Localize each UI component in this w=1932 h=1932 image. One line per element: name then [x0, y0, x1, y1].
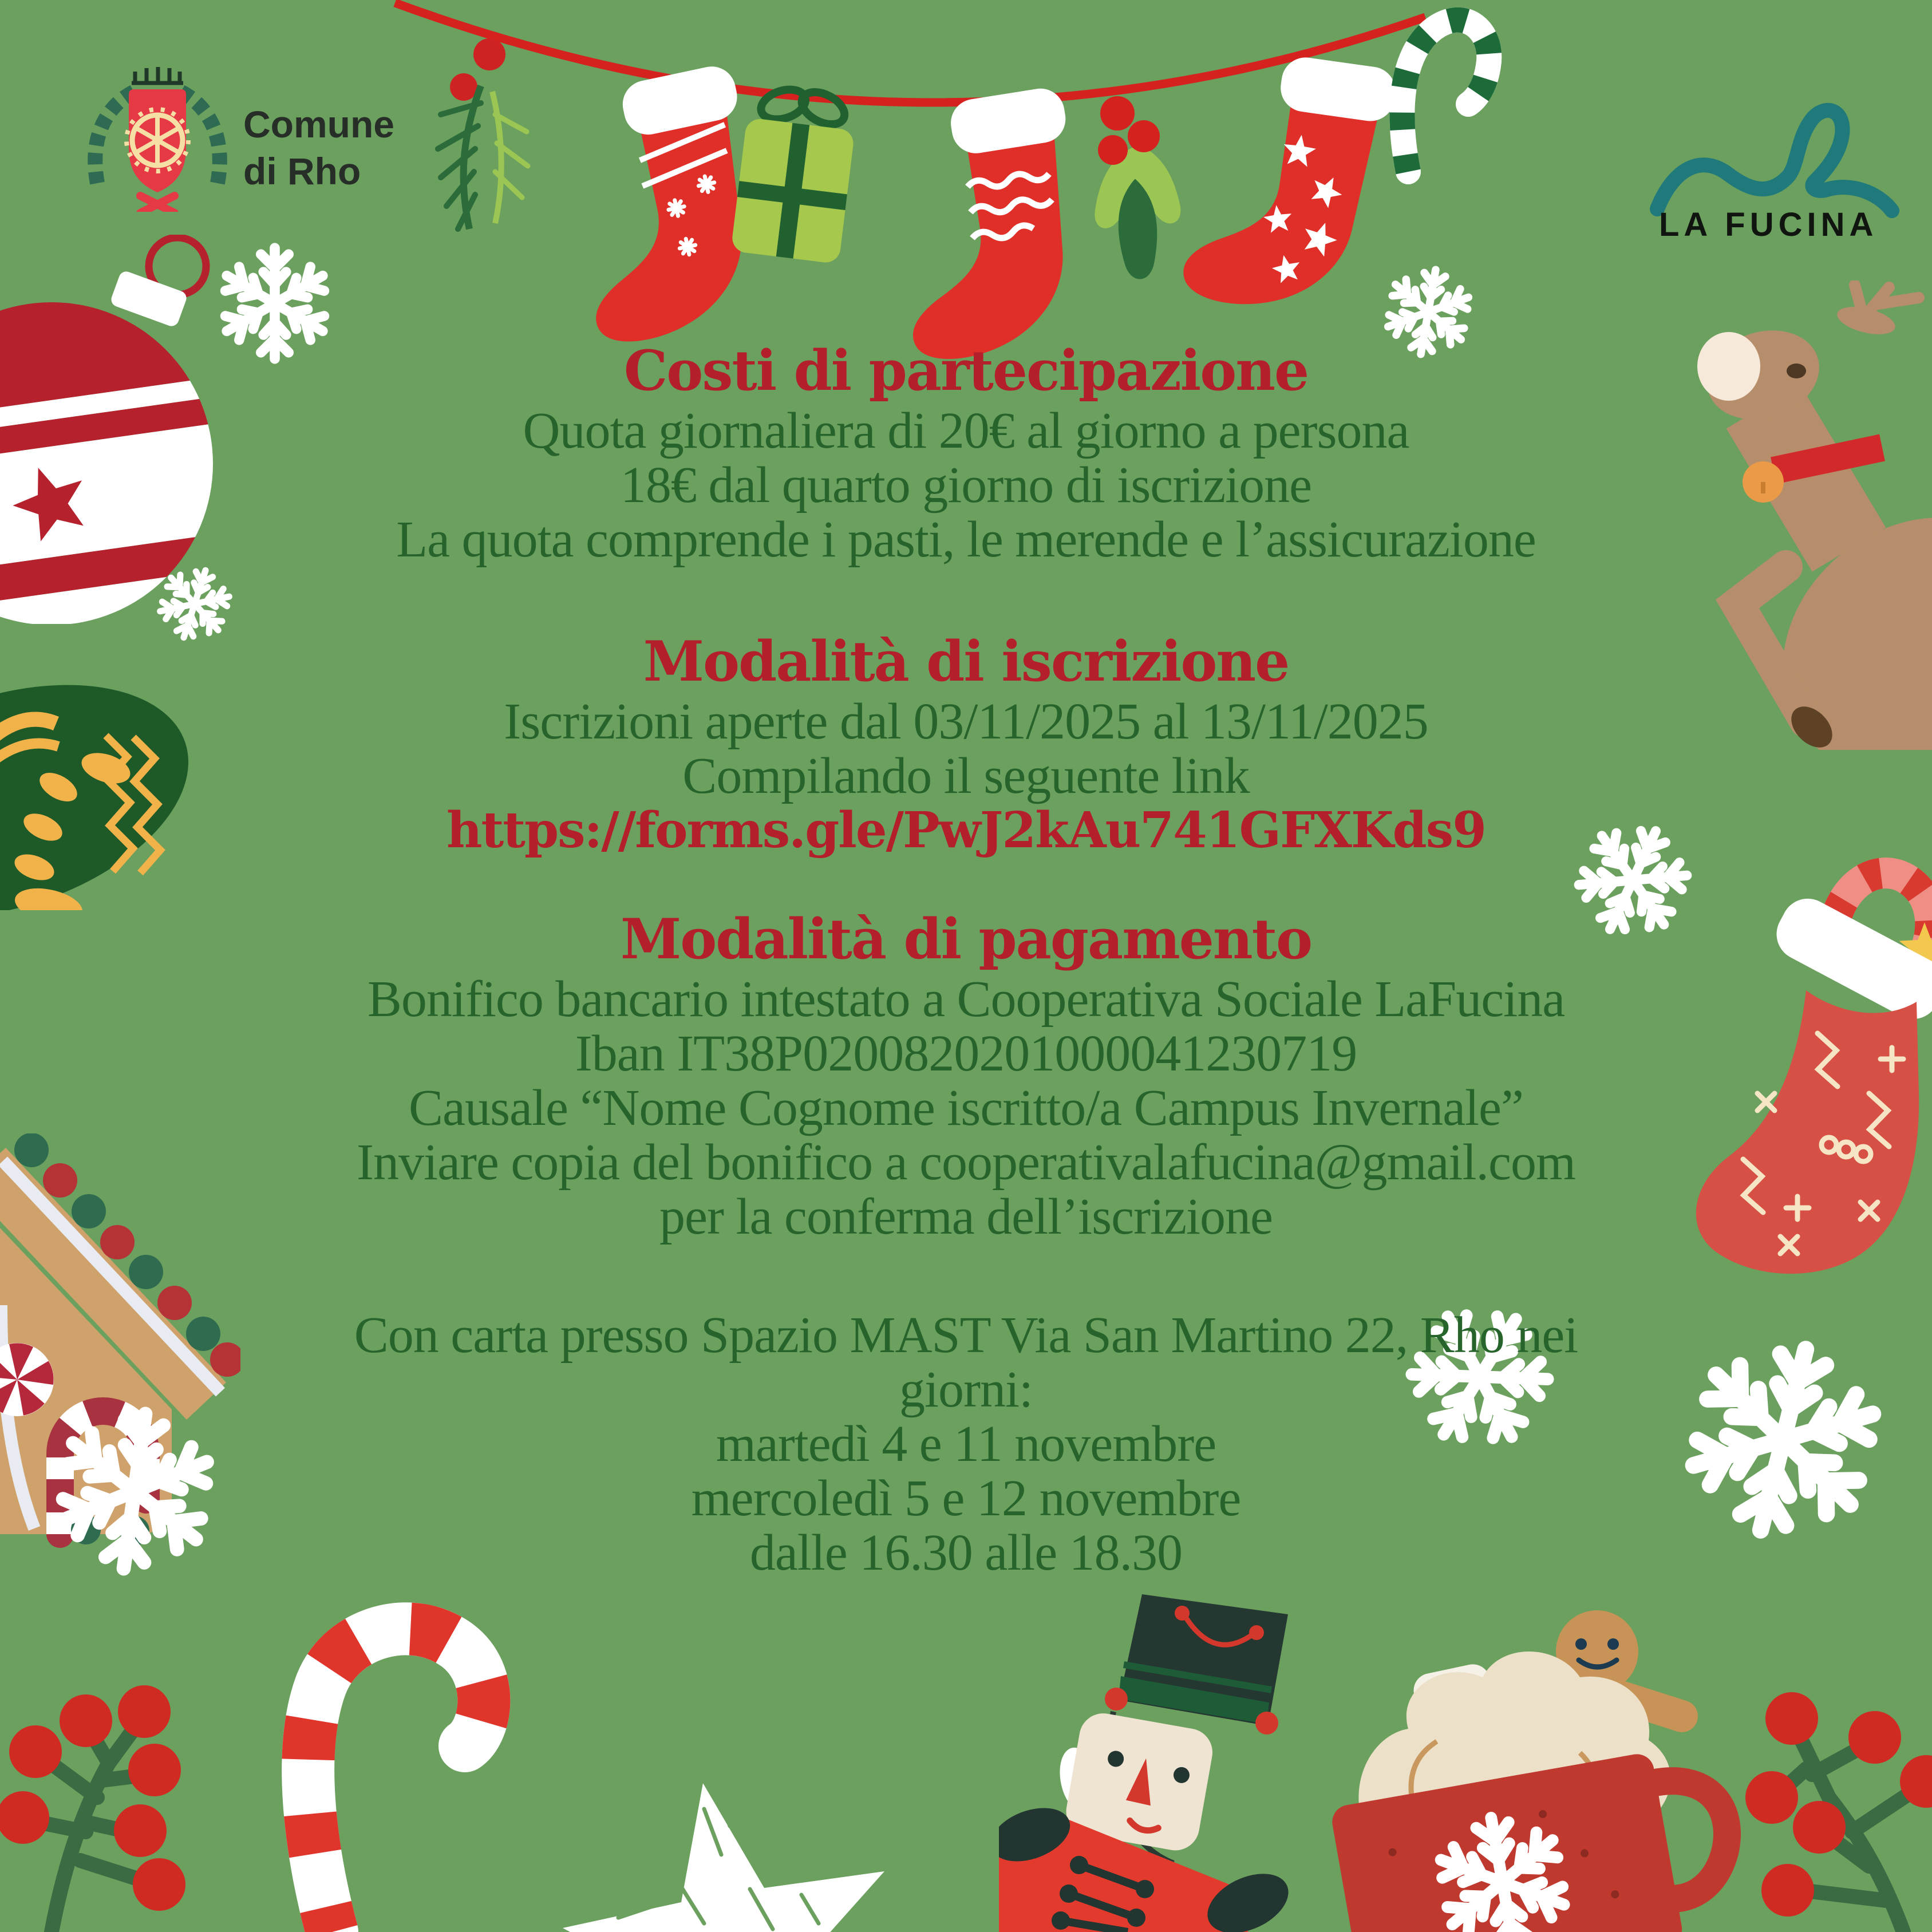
garland-string — [395, 3, 1425, 102]
berry-branch-icon — [1737, 1683, 1932, 1932]
ribbon — [140, 196, 175, 212]
stocking-icon — [1180, 45, 1398, 322]
text-line: Inviare copia del bonifico a cooperativalafucina@gmail.com — [357, 1134, 1575, 1191]
text-line: giorni: — [899, 1361, 1033, 1418]
text-line: Bonifico bancario intestato a Cooperativa Sociale LaFucina — [367, 971, 1565, 1028]
text-line: dalle 16.30 alle 18.30 — [749, 1524, 1183, 1581]
christmas-garland — [372, 0, 1523, 389]
text-line: martedì 4 e 11 novembre — [716, 1416, 1216, 1472]
gift-icon — [730, 78, 860, 264]
pine-sprig-icon — [438, 38, 528, 229]
registration-link[interactable]: https://forms.gle/PwJ2kAu741GFXKds9 — [447, 801, 1485, 859]
text-line: Quota giornaliera di 20€ al giorno a persona — [523, 402, 1409, 459]
candy-cane-icon — [218, 1600, 521, 1932]
section-title: Costi di partecipazione — [623, 338, 1309, 403]
hot-chocolate-icon — [1311, 1591, 1775, 1932]
text-line: Iscrizioni aperte dal 03/11/2025 al 13/11/2025 — [504, 693, 1428, 750]
section-title: Modalità di iscrizione — [643, 629, 1289, 694]
section-pagamento-in-presenza — [0, 1308, 1932, 1580]
text-line: Con carta presso Spazio MAST Via San Martino 22, Rho nei — [354, 1307, 1578, 1364]
star-icon — [532, 1763, 933, 1932]
section-pagamento — [0, 906, 1932, 1244]
text-line: 18€ dal quarto giorno di iscrizione — [620, 457, 1312, 513]
text-line: Iban IT38P0200820201000041230719 — [575, 1025, 1357, 1082]
text-line: Compilando il seguente link — [682, 748, 1250, 804]
lafucina-text: LA FUCINA — [1659, 206, 1878, 243]
candy-cane-icon — [1402, 20, 1489, 172]
section-costi — [0, 338, 1932, 567]
crown-icon — [132, 67, 183, 83]
stocking-icon — [878, 85, 1100, 365]
holly-icon — [1086, 96, 1190, 280]
text-line: mercoledì 5 e 12 novembre — [691, 1470, 1241, 1527]
berry-branch-icon — [0, 1683, 252, 1932]
comune-text-1: Comune — [243, 103, 394, 145]
text-line: La quota comprende i pasti, le merende e l’assicurazione — [396, 511, 1536, 568]
lafucina-squiggle-icon — [1657, 110, 1892, 211]
nutcracker-icon — [999, 1591, 1297, 1932]
text-line: per la conferma dell’iscrizione — [659, 1188, 1273, 1245]
text-line: Causale “Nome Cognome iscritto/a Campus Invernale” — [409, 1080, 1523, 1136]
section-title: Modalità di pagamento — [620, 907, 1312, 971]
section-iscrizione — [0, 629, 1932, 858]
comune-text-2: di Rho — [243, 150, 361, 192]
lafucina-logo — [1649, 86, 1923, 246]
